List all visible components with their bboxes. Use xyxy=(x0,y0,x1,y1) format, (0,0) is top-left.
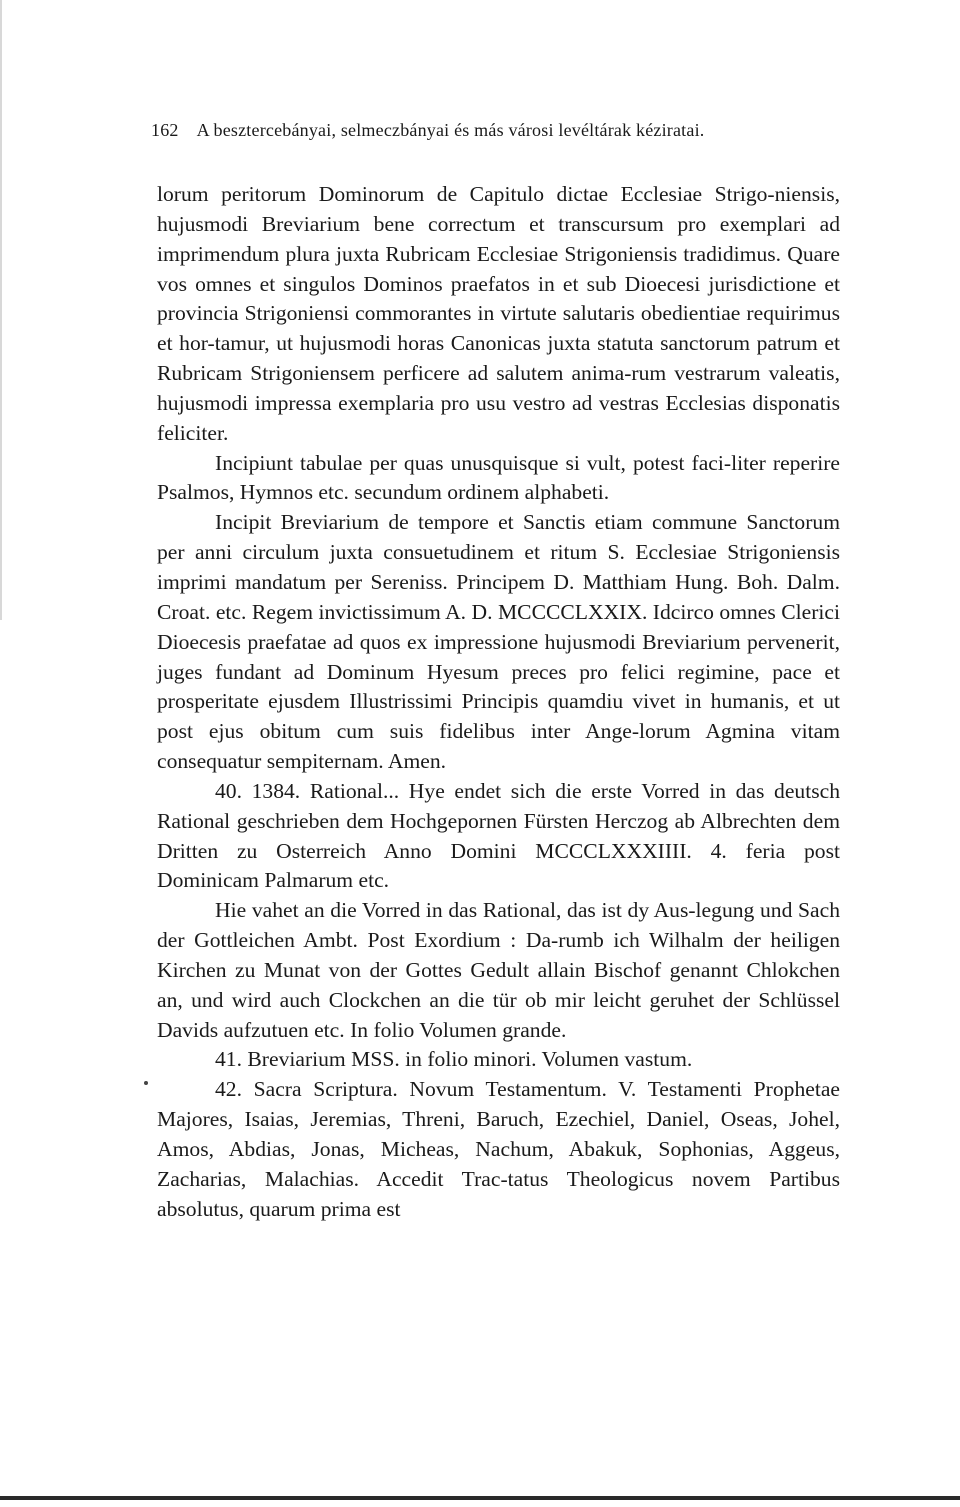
scan-bottom-edge xyxy=(0,1496,960,1500)
body-text xyxy=(157,180,840,1225)
paragraph-breviarium: Incipit Breviarium de tempore et Sanctis etiam commune Sanctorum per anni circulum juxta consuetudinem et ritum S. Ecclesiae Strigoniensis imprimi mandatum per Sereniss. Principem D. Matthiam Hung. Boh. Dalm. Croat. etc. Regem invictissimum A. D. MCCCCLXXIX. Idcirco omnes Clerici Dioecesis praefatae ad quos ex impressione hujusmodi Breviarium pervenerit, juges fundant ad Dominum Hyesum preces pro felici regimine, pace et prosperitate ejusdem Illustrissimi Principis quamdiu vivet in humanis, et ut post ejus obitum cum suis fidelibus inter Ange-lorum Agmina vitam consequatur sempiternam. Amen. xyxy=(157,510,840,774)
running-header xyxy=(151,120,871,141)
running-title: A besztercebányai, selmeczbányai és más városi levéltárak kéziratai. xyxy=(196,120,705,140)
entry-42: 42. Sacra Scriptura. Novum Testamentum. V. Testamenti Prophetae Majores, Isaias, Jeremias, Threni, Baruch, Ezechiel, Daniel, Oseas, Johel, Amos, Abdias, Jonas, Micheas, Nachum, Abakuk, Sophonias, Aggeus, Zacharias, Malachias. Accedit Trac-tatus Theologicus novem Partibus absolutus, quarum prima est xyxy=(157,1077,840,1221)
paragraph-vorred: Hie vahet an die Vorred in das Rational, das ist dy Aus-legung und Sach der Gottleichen Ambt. Post Exordium : Da-rumb ich Wilhalm der heiligen Kirchen zu Munat von der Gottes Gedult allain Bischof genannt Chlokchen an, und wird auch Clockchen an die tür ob mir leicht geruhet der Schlüssel Davids aufzutuen etc. In folio Volumen grande. xyxy=(157,898,840,1042)
entry-40: 40. 1384. Rational... Hye endet sich die erste Vorred in das deutsch Rational geschrieben dem Hochgepornen Fürsten Herczog ab Albrechten dem Dritten zu Osterreich Anno Domini MCCCLXXXIIII. 4. feria post Dominicam Palmarum etc. xyxy=(157,778,840,893)
paragraph-tabulae: Incipiunt tabulae per quas unusquisque si vult, potest faci-liter reperire Psalmos, Hymnos etc. secundum ordinem alphabeti. xyxy=(157,450,840,505)
scan-edge xyxy=(0,0,2,620)
entry-41: 41. Breviarium MSS. in folio minori. Volumen vastum. xyxy=(215,1047,693,1072)
paragraph-continuation: lorum peritorum Dominorum de Capitulo dictae Ecclesiae Strigo-niensis, hujusmodi Breviarium bene correctum et transcursum pro exemplari ad imprimendum plura juxta Rubricam Ecclesiae Strigoniensis tradidimus. Quare vos omnes et singulos Dominos praefatos in et sub Dioecesi jurisdictione et provincia Strigoniensi commorantes in virtute salutaris obedientiae requirimus et hor-tamur, ut hujusmodi horas Canonicas juxta statuta sanctorum patrum et Rubricam Strigoniensem perficere ad salutem anima-rum vestrarum valeatis, hujusmodi impressa exemplaria pro usu vestro ad vestras Ecclesias disponatis feliciter. xyxy=(157,182,840,445)
scan-speck xyxy=(144,1081,148,1085)
page-number: 162 xyxy=(151,120,179,140)
